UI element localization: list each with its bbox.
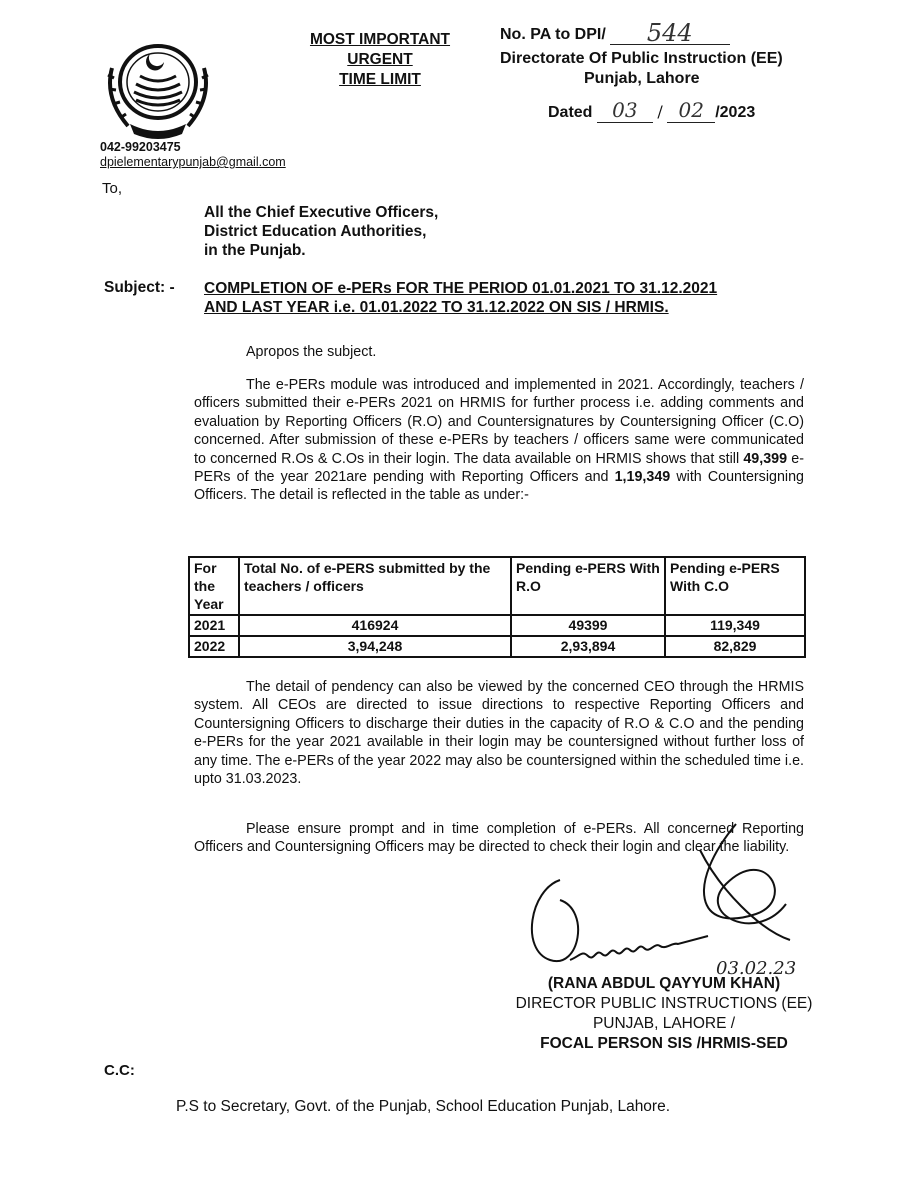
table-header-row — [189, 557, 805, 615]
cc-label: C.C: — [104, 1062, 135, 1079]
cc-recipient: P.S to Secretary, Govt. of the Punjab, School Education Punjab, Lahore. — [176, 1098, 671, 1115]
signatory-title: FOCAL PERSON SIS /HRMIS-SED — [540, 1035, 788, 1052]
subject-text — [204, 279, 824, 317]
table-cell: 82,829 — [665, 636, 805, 657]
subject-line: COMPLETION OF e-PERs FOR THE PERIOD 01.01.2021 TO 31.12.2021 — [204, 280, 718, 297]
priority-line: URGENT — [347, 51, 413, 68]
table-cell: 2,93,894 — [511, 636, 665, 657]
to-label: To, — [102, 180, 123, 197]
signature-date: 03.02.23 — [716, 958, 797, 979]
table-header: Pending e-PERS With R.O — [511, 557, 665, 615]
priority-block — [296, 30, 464, 90]
reference-block — [500, 19, 910, 89]
table-cell: 3,94,248 — [239, 636, 511, 657]
priority-line: MOST IMPORTANT — [309, 31, 451, 48]
punjab-govt-logo — [100, 38, 216, 140]
table-header: Total No. of e-PERS submitted by the teachers / officers — [239, 557, 511, 615]
paragraph-text: with Countersigning Officers. The detail is reflected in the table as under:- — [194, 469, 804, 504]
pending-ro-count: 49,399 — [743, 450, 788, 467]
addressee-block — [204, 203, 438, 260]
table-row — [189, 636, 805, 657]
dated-line: Dated 03 / 02 /2023 — [548, 98, 756, 122]
priority-line: TIME LIMIT — [339, 71, 421, 88]
subject-line: AND LAST YEAR i.e. 01.01.2022 TO 31.12.2022 ON SIS / HRMIS. — [204, 299, 669, 316]
table-header: For the Year — [189, 557, 239, 615]
signatory-block — [514, 974, 814, 1054]
table-cell: 2022 — [189, 636, 239, 657]
signatory-title: DIRECTOR PUBLIC INSTRUCTIONS (EE) — [515, 995, 813, 1012]
apropos-line: Apropos the subject. — [246, 344, 377, 360]
table-row — [189, 615, 805, 636]
dated-month: 02 — [667, 98, 715, 123]
pending-co-count: 1,19,349 — [614, 469, 671, 486]
phone-number: 042-99203475 — [100, 140, 181, 154]
table-cell: 119,349 — [665, 615, 805, 636]
paragraph-text: e-PERs of the year 2021are pending with Reporting Officers and — [194, 450, 805, 486]
dated-day: 03 — [597, 98, 653, 123]
addressee-line: All the Chief Executive Officers, — [204, 204, 439, 221]
subject-label: Subject: - — [104, 279, 175, 296]
signatory-title: PUNJAB, LAHORE / — [592, 1015, 736, 1032]
table-cell: 416924 — [239, 615, 511, 636]
addressee-line: District Education Authorities, — [204, 223, 427, 240]
paragraph-1 — [194, 376, 804, 505]
paragraph-2: The detail of pendency can also be viewed by the concerned CEO through the HRMIS system. All CEOs are directed to issue directions to respective Reporting Officers and Countersigning Officers to discharge their duties in the capacity of R.O & C.O and the pending e-PERs for the year 2021 available in their login may be countersigned without further loss of any time. The e-PERs of the year 2022 may also be countersigned within the scheduled time i.e. upto 31.03.2023. — [194, 679, 804, 788]
signatory-name: (RANA ABDUL QAYYUM KHAN) — [547, 975, 781, 992]
directorate-name: Directorate Of Public Instruction (EE) — [500, 50, 783, 67]
table-header: Pending e-PERS With C.O — [665, 557, 805, 615]
paragraph-3: Please ensure prompt and in time completion of e-PERs. All concerned Reporting Officers and Countersigning Officers may be directed to check their login and clear the liability. — [194, 821, 804, 856]
dated-year: /2023 — [715, 104, 756, 121]
ref-number: 544 — [610, 22, 730, 45]
pendency-table — [188, 556, 806, 658]
paragraph-text: The e-PERs module was introduced and implemented in 2021. Accordingly, teachers / officers submitted their e-PERs 2021 on HRMIS for further process i.e. adding comments and evaluation by Reporting Officers (R.O) and Countersignatures by Countersigning Officer (C.O) concerned. After submission of these e-PERs by teachers / officers same were communicated to concerned R.Os & C.Os in their login. The data available on HRMIS shows that still — [194, 377, 804, 467]
table-cell: 49399 — [511, 615, 665, 636]
ref-prefix: No. PA to DPI/ — [500, 26, 606, 43]
dated-label: Dated — [548, 104, 593, 121]
email-address: dpielementarypunjab@gmail.com — [100, 155, 286, 169]
addressee-line: in the Punjab. — [204, 242, 306, 259]
contact-block — [100, 140, 286, 170]
directorate-city: Punjab, Lahore — [584, 70, 700, 87]
table-cell: 2021 — [189, 615, 239, 636]
